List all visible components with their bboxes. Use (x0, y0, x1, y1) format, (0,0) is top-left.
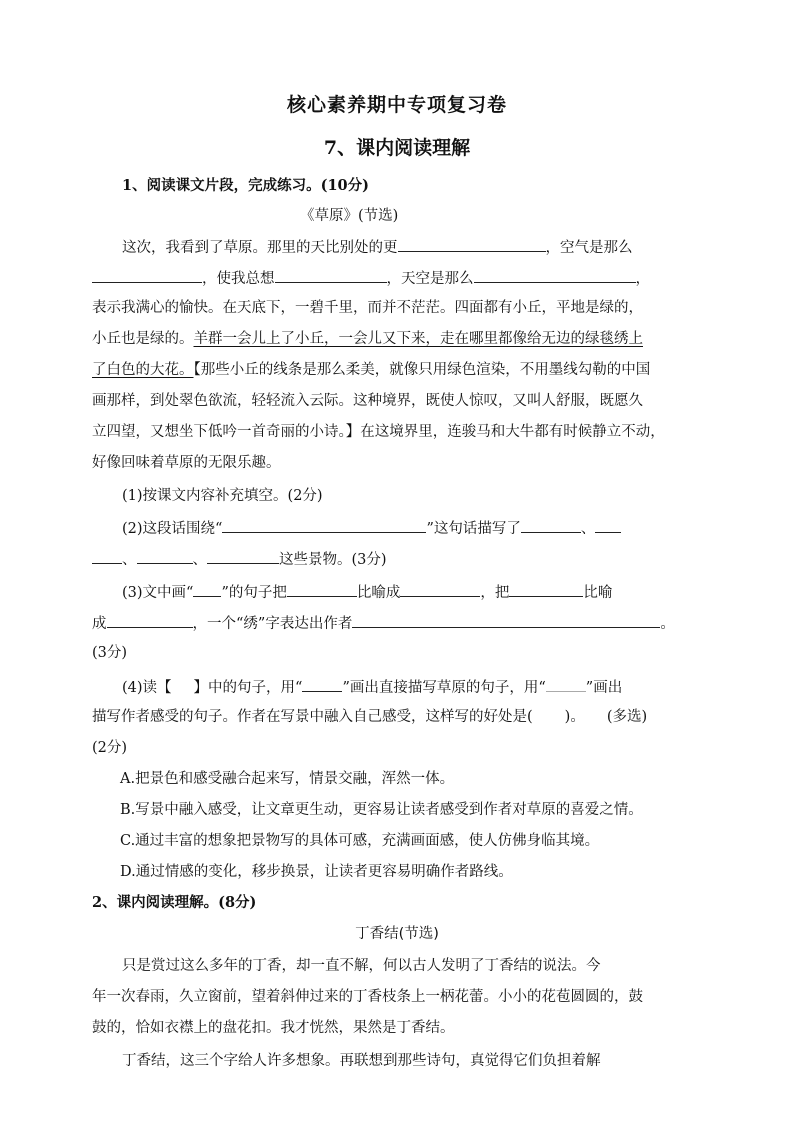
option-b: B.写景中融入感受，让文章更生动，更容易让读者感受到作者对草原的喜爱之情。 (120, 802, 643, 818)
q1-sub1: (1)按课文内容补充填空。(2分) (122, 488, 323, 504)
option-a: A.把景色和感受融合起来写，情景交融，浑然一体。 (120, 771, 455, 787)
q1-passage-line: 好像回味着草原的无限乐趣。 (92, 455, 281, 471)
fill-blank[interactable] (398, 236, 546, 252)
q2-heading: 2、课内阅读理解。(8分) (92, 894, 257, 911)
underline-mark (302, 676, 342, 692)
q1-sub2 (122, 517, 738, 539)
question-text: ，一个“绣”字表达出作者 (192, 616, 353, 632)
question-text: (3)文中画“ (122, 585, 194, 601)
q2-passage-line: 年一次春雨，久立窗前，望着斜伸过来的丁香枝条上一柄花蕾。小小的花苞圆圆的，鼓 (92, 989, 643, 1005)
question-text: 比喻 (583, 585, 613, 601)
fill-blank[interactable] (352, 612, 660, 628)
q2-passage-line: 鼓的，恰如衣襟上的盘花扣。我才恍然，果然是丁香结。 (92, 1020, 455, 1036)
fill-blank[interactable] (92, 548, 122, 564)
question-text: ，把 (480, 585, 510, 601)
fill-blank[interactable] (107, 612, 193, 628)
question-text: 、 (192, 552, 207, 568)
question-text: 比喻成 (356, 585, 401, 601)
passage-text: ， (635, 271, 650, 287)
question-text: 成 (92, 616, 107, 632)
question-text: (4)读【 (122, 680, 172, 696)
fill-blank[interactable] (207, 548, 279, 564)
underline-mark (193, 581, 221, 597)
underlined-sentence: 了白色的大花。 (92, 362, 194, 378)
passage-text: ，空气是那么 (545, 240, 633, 256)
question-text: ”画出 (585, 680, 623, 696)
question-text: 、 (580, 521, 596, 537)
q1-passage-line (92, 267, 708, 289)
q1-sub3 (122, 581, 738, 603)
q1-passage-line: 表示我满心的愉快。在天底下，一碧千里，而并不茫茫。四面都有小丘，平地是绿的， (92, 300, 643, 316)
section-title: 7、课内阅读理解 (323, 137, 471, 159)
underline-mark (546, 676, 586, 692)
fill-blank[interactable] (137, 548, 193, 564)
question-text: (多选) (606, 709, 648, 725)
question-text: ”画出直接描写草原的句子，用“ (342, 680, 546, 696)
q1-passage-line: 立四望，又想坐下低吟一首奇丽的小诗。】在这境界里，连骏马和大牛都有时候静立不动， (92, 424, 665, 440)
passage-text: 【那些小丘的线条是那么柔美，就像只用绿色渲染，不用墨线勾勒的中国 (193, 362, 651, 378)
q1-sub4-score: (2分) (92, 740, 128, 756)
question-text: 、 (122, 552, 137, 568)
page-title: 核心素养期中专项复习卷 (286, 94, 507, 116)
fill-blank[interactable] (509, 581, 583, 597)
passage-text: 小丘也是绿的。 (92, 331, 194, 347)
passage-text: ，天空是那么 (386, 271, 474, 287)
q2-source-title: 丁香结(节选) (355, 926, 439, 942)
q1-passage-line (122, 236, 738, 258)
q1-passage-line (92, 329, 708, 349)
q1-source-title: 《草原》(节选) (300, 208, 399, 224)
fill-blank[interactable] (92, 267, 202, 283)
question-text: ”这句话描写了 (426, 521, 521, 537)
question-text: 这些景物。(3分) (279, 552, 387, 568)
option-c: C.通过丰富的想象把景物写的具体可感，充满画面感，使人仿佛身临其境。 (120, 833, 600, 849)
fill-blank[interactable] (400, 581, 480, 597)
q1-sub4 (122, 676, 738, 698)
q1-sub3-cont (92, 612, 708, 634)
q1-sub2-cont (92, 548, 708, 570)
question-text: 描写作者感受的句子。作者在写景中融入自己感受，这样写的好处是( (92, 709, 533, 725)
q1-passage-line (92, 360, 708, 380)
q1-heading: 1、阅读课文片段，完成练习。(10分) (122, 177, 369, 194)
q1-passage-line: 画那样，到处翠色欲流，轻轻流入云际。这种境界，既使人惊叹，又叫人舒服，既愿久 (92, 393, 643, 409)
underlined-sentence: 羊群一会儿上了小丘，一会儿又下来，走在哪里都像给无边的绿毯绣上 (193, 331, 643, 347)
q2-passage-line: 只是赏过这么多年的丁香，却一直不解，何以古人发明了丁香结的说法。今 (122, 958, 601, 974)
passage-text: ，使我总想 (202, 271, 275, 287)
fill-blank[interactable] (275, 267, 387, 283)
question-text: )。 (564, 709, 585, 725)
q1-sub4-cont (92, 707, 708, 727)
question-text: 】中的句子，用“ (193, 680, 303, 696)
question-text: 。 (660, 616, 675, 632)
q2-passage-line: 丁香结，这三个字给人许多想象。再联想到那些诗句，真觉得它们负担着解 (122, 1053, 601, 1069)
passage-text: 这次，我看到了草原。那里的天比别处的更 (122, 240, 398, 256)
question-text: ”的句子把 (221, 585, 287, 601)
q1-sub3-score: (3分) (92, 645, 128, 661)
option-d: D.通过情感的变化，移步换景，让读者更容易明确作者路线。 (120, 864, 513, 880)
fill-blank[interactable] (474, 267, 636, 283)
question-text: (2)这段话围绕“ (122, 521, 223, 537)
fill-blank[interactable] (222, 517, 426, 533)
fill-blank[interactable] (595, 517, 621, 533)
fill-blank[interactable] (287, 581, 357, 597)
fill-blank[interactable] (521, 517, 581, 533)
